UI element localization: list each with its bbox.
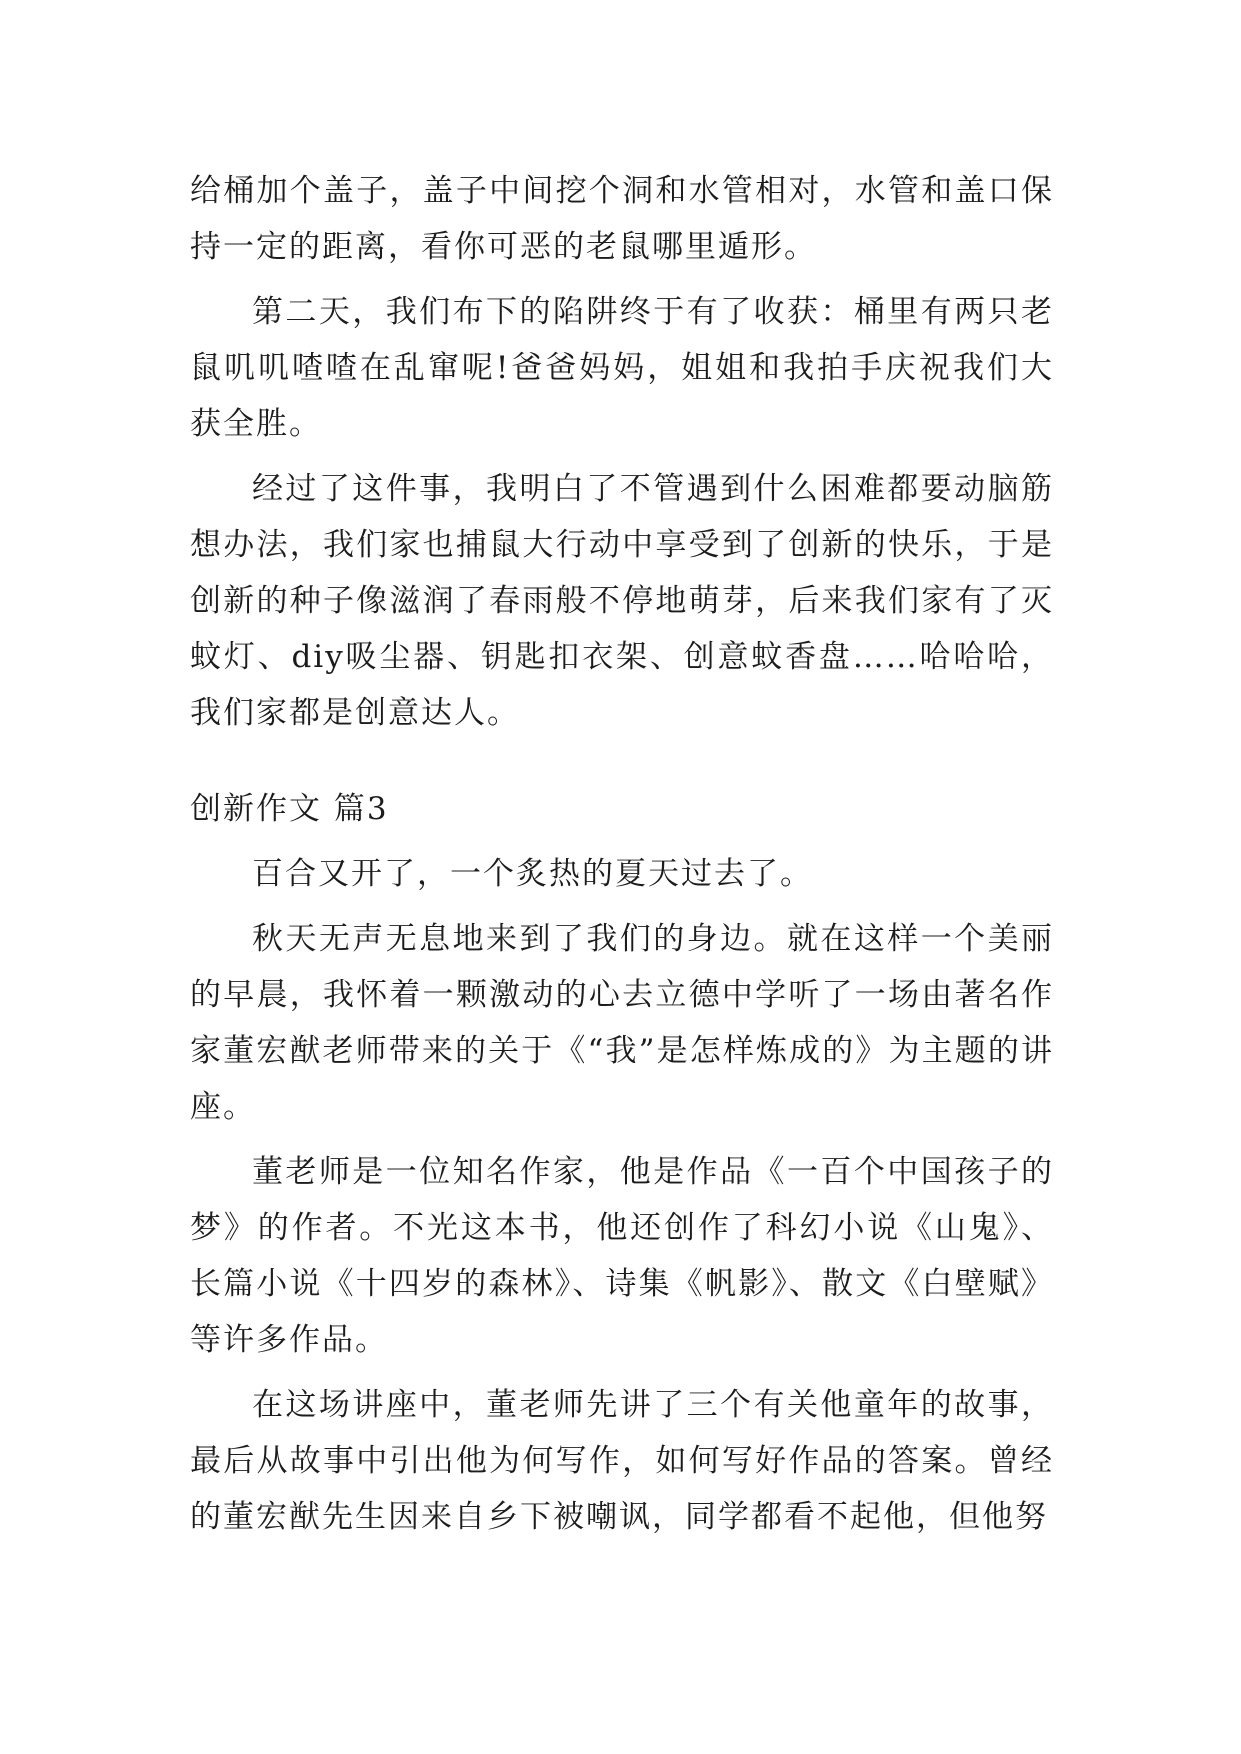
paragraph: 第二天，我们布下的陷阱终于有了收获：桶里有两只老鼠叽叽喳喳在乱窜呢!爸爸妈妈，姐姐和我拍手庆祝我们大获全胜。 [190,294,1054,442]
paragraph: 在这场讲座中，董老师先讲了三个有关他童年的故事，最后从故事中引出他为何写作，如何写好作品的答案。曾经的董宏猷先生因来自乡下被嘲讽，同学都看不起他，但他努 [190,1387,1054,1535]
document-body [190,163,1054,1554]
paragraph-continued: 给桶加个盖子，盖子中间挖个洞和水管相对，水管和盖口保持一定的距离，看你可恶的老鼠哪里遁形。 [190,173,1054,265]
paragraph: 百合又开了，一个炙热的夏天过去了。 [252,856,813,892]
paragraph: 经过了这件事，我明白了不管遇到什么困难都要动脑筋想办法，我们家也捕鼠大行动中享受到了创新的快乐，于是创新的种子像滋润了春雨般不停地萌芽，后来我们家有了灭蚊灯、diy吸尘器、钥匙扣衣架、创意蚊香盘……哈哈哈，我们家都是创意达人。 [190,471,1054,731]
paragraph: 秋天无声无息地来到了我们的身边。就在这样一个美丽的早晨，我怀着一颗激动的心去立德中学听了一场由著名作家董宏猷老师带来的关于《“我”是怎样炼成的》为主题的讲座。 [190,921,1054,1125]
section-heading: 创新作文 篇3 [190,791,389,827]
paragraph: 董老师是一位知名作家，他是作品《一百个中国孩子的梦》的作者。不光这本书，他还创作了科幻小说《山鬼》、长篇小说《十四岁的森林》、诗集《帆影》、散文《白壁赋》等许多作品。 [190,1154,1054,1358]
